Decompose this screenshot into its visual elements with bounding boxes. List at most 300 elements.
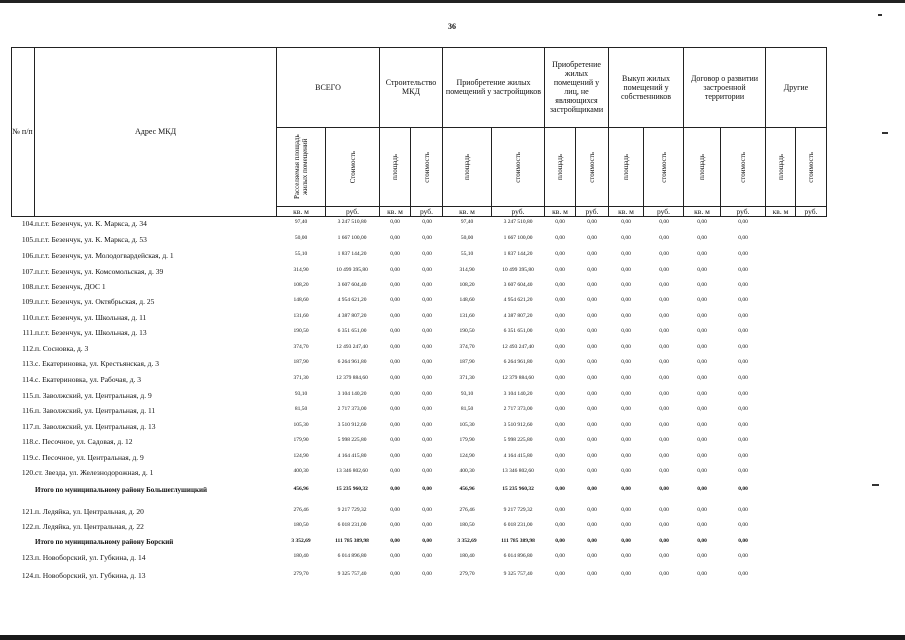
subheader-area: площадь <box>545 128 576 207</box>
row-value: 97,40 <box>294 219 308 225</box>
row-value: 0,00 <box>621 571 631 577</box>
row-value: 9 217 729,32 <box>337 507 367 513</box>
row-value: 1 837 144,20 <box>337 251 367 257</box>
row-value: 0,00 <box>390 486 400 492</box>
bottom-border <box>0 635 905 640</box>
row-value: 55,10 <box>460 251 474 257</box>
row-value: 0,00 <box>659 468 669 474</box>
row-value: 81,50 <box>294 406 308 412</box>
row-value: 180,50 <box>293 522 309 528</box>
row-value: 0,00 <box>555 571 565 577</box>
row-number: 119. <box>22 453 35 462</box>
row-value: 0,00 <box>659 328 669 334</box>
row-value: 0,00 <box>422 235 432 241</box>
row-value: 374,70 <box>293 344 309 350</box>
row-value: 0,00 <box>390 468 400 474</box>
row-value: 0,00 <box>697 453 707 459</box>
row-number: 123. <box>21 553 35 562</box>
row-value: 6 018 231,00 <box>337 522 367 528</box>
row-value: 0,00 <box>422 359 432 365</box>
row-value: 0,00 <box>555 507 565 513</box>
row-value: 0,00 <box>555 313 565 319</box>
row-value: 0,00 <box>621 328 631 334</box>
row-value: 0,00 <box>555 453 565 459</box>
row-number: 115. <box>22 391 35 400</box>
row-number: 112. <box>22 344 35 353</box>
row-value: 180,40 <box>293 553 309 559</box>
row-value: 12 493 247,40 <box>502 344 534 350</box>
row-number: 117. <box>22 422 35 431</box>
row-value: 0,00 <box>390 522 400 528</box>
subheader-area: площадь <box>380 128 411 207</box>
row-value: 0,00 <box>621 313 631 319</box>
row-value: 0,00 <box>697 538 707 544</box>
row-address: п. Новоборский, ул. Губкина, д. 13 <box>35 571 146 580</box>
row-value: 0,00 <box>422 344 432 350</box>
row-value: 13 346 802,60 <box>502 468 534 474</box>
row-value: 0,00 <box>738 571 748 577</box>
unit-cell: кв. м <box>443 207 492 217</box>
row-value: 15 235 960,32 <box>336 486 368 492</box>
unit-cell: кв. м <box>684 207 721 217</box>
row-value: 0,00 <box>621 251 631 257</box>
scan-mark <box>882 132 888 134</box>
row-value: 0,00 <box>659 391 669 397</box>
row-value: 0,00 <box>738 406 748 412</box>
row-value: 3 247 510,80 <box>503 219 533 225</box>
row-value: 400,30 <box>459 468 475 474</box>
unit-cell: руб. <box>721 207 766 217</box>
row-value: 0,00 <box>587 553 597 559</box>
row-value: 81,50 <box>460 406 474 412</box>
row-value: 0,00 <box>659 507 669 513</box>
row-address: п.г.т. Безенчук, ул. Школьная, д. 11 <box>35 313 147 322</box>
row-value: 0,00 <box>390 344 400 350</box>
row-value: 0,00 <box>738 553 748 559</box>
page-number: 36 <box>448 22 456 31</box>
row-value: 0,00 <box>697 486 707 492</box>
row-value: 4 387 807,20 <box>337 313 367 319</box>
row-value: 0,00 <box>587 359 597 365</box>
row-value: 180,40 <box>459 553 475 559</box>
row-address: п. Заволжский, ул. Центральная, д. 9 <box>35 391 152 400</box>
row-value: 0,00 <box>659 553 669 559</box>
header-number: № п/п <box>11 47 35 217</box>
row-value: 190,50 <box>293 328 309 334</box>
row-value: 15 235 960,32 <box>502 486 534 492</box>
header-group-non-developers: Приобретение жилых помещений у лиц, не являющихся застройщиками <box>545 47 609 128</box>
row-value: 0,00 <box>697 297 707 303</box>
row-value: 0,00 <box>697 282 707 288</box>
row-value: 0,00 <box>659 486 669 492</box>
row-value: 13 346 802,60 <box>336 468 368 474</box>
row-value: 374,70 <box>459 344 475 350</box>
row-value: 0,00 <box>587 344 597 350</box>
row-value: 6 264 961,80 <box>503 359 533 365</box>
row-value: 6 018 231,00 <box>503 522 533 528</box>
row-value: 0,00 <box>422 267 432 273</box>
row-value: 131,60 <box>293 313 309 319</box>
row-value: 0,00 <box>555 267 565 273</box>
row-value: 314,90 <box>293 267 309 273</box>
row-value: 0,00 <box>738 422 748 428</box>
row-value: 0,00 <box>621 391 631 397</box>
row-number: 113. <box>22 359 35 368</box>
row-value: 148,60 <box>459 297 475 303</box>
row-value: 6 014 896,80 <box>503 553 533 559</box>
row-value: 0,00 <box>621 235 631 241</box>
row-value: 111 785 389,98 <box>335 538 369 544</box>
row-value: 0,00 <box>621 468 631 474</box>
row-address: п.г.т. Безенчук, ул. Октябрьская, д. 25 <box>35 297 155 306</box>
subheader-cost: стоимость <box>576 128 609 207</box>
unit-cell: руб. <box>644 207 684 217</box>
row-value: 0,00 <box>587 219 597 225</box>
row-value: 0,00 <box>587 328 597 334</box>
row-value: 0,00 <box>697 344 707 350</box>
row-value: 4 954 621,20 <box>337 297 367 303</box>
row-value: 0,00 <box>555 553 565 559</box>
row-value: 0,00 <box>422 313 432 319</box>
subheader-area: площадь <box>684 128 721 207</box>
row-value: 0,00 <box>621 375 631 381</box>
row-value: 0,00 <box>587 522 597 528</box>
row-value: 0,00 <box>422 282 432 288</box>
row-value: 0,00 <box>390 251 400 257</box>
row-value: 0,00 <box>555 344 565 350</box>
row-value: 0,00 <box>659 437 669 443</box>
unit-cell: кв. м <box>545 207 576 217</box>
row-value: 0,00 <box>659 522 669 528</box>
row-value: 371,30 <box>293 375 309 381</box>
row-value: 190,50 <box>459 328 475 334</box>
row-value: 0,00 <box>587 267 597 273</box>
row-value: 0,00 <box>738 437 748 443</box>
row-value: 0,00 <box>738 282 748 288</box>
row-value: 0,00 <box>697 235 707 241</box>
row-value: 456,96 <box>459 486 475 492</box>
row-value: 0,00 <box>587 468 597 474</box>
row-value: 55,10 <box>294 251 308 257</box>
row-value: 124,90 <box>459 453 475 459</box>
row-value: 0,00 <box>390 359 400 365</box>
row-value: 187,90 <box>293 359 309 365</box>
row-value: 0,00 <box>697 468 707 474</box>
row-value: 0,00 <box>422 219 432 225</box>
row-address: п.г.т. Безенчук, ул. К. Маркса, д. 34 <box>35 219 147 228</box>
row-value: 0,00 <box>555 282 565 288</box>
row-value: 0,00 <box>555 328 565 334</box>
row-value: 0,00 <box>621 344 631 350</box>
row-value: 0,00 <box>738 538 748 544</box>
row-value: 12 379 884,60 <box>336 375 368 381</box>
row-value: 131,60 <box>459 313 475 319</box>
row-value: 0,00 <box>738 297 748 303</box>
row-value: 0,00 <box>422 391 432 397</box>
row-value: 279,70 <box>293 571 309 577</box>
row-value: 400,30 <box>293 468 309 474</box>
row-value: 276,46 <box>459 507 475 513</box>
row-number: 116. <box>22 406 35 415</box>
row-address: п.г.т. Безенчук, ул. Комсомольская, д. 39 <box>35 267 164 276</box>
row-address: п. Ледяйка, ул. Центральная, д. 20 <box>35 507 144 516</box>
row-value: 0,00 <box>555 235 565 241</box>
row-value: 0,00 <box>621 453 631 459</box>
header-address: Адрес МКД <box>35 47 277 217</box>
row-value: 314,90 <box>459 267 475 273</box>
row-value: 3 510 912,60 <box>337 422 367 428</box>
row-number: 120. <box>21 468 35 477</box>
row-value: 0,00 <box>390 282 400 288</box>
unit-cell: руб. <box>576 207 609 217</box>
scan-mark <box>878 14 882 16</box>
row-value: 0,00 <box>422 422 432 428</box>
row-value: 50,00 <box>294 235 308 241</box>
header-group-developers: Приобретение жилых помещений у застройщиков <box>443 47 545 128</box>
row-value: 93,10 <box>460 391 474 397</box>
unit-cell: кв. м <box>766 207 796 217</box>
row-value: 276,46 <box>293 507 309 513</box>
row-value: 0,00 <box>659 406 669 412</box>
row-value: 371,30 <box>459 375 475 381</box>
row-value: 0,00 <box>738 453 748 459</box>
row-value: 3 104 140,20 <box>503 391 533 397</box>
row-value: 0,00 <box>390 219 400 225</box>
row-address: п. Заволжский, ул. Центральная, д. 11 <box>35 406 156 415</box>
row-value: 0,00 <box>659 313 669 319</box>
row-value: 0,00 <box>422 507 432 513</box>
subheader-area: площадь <box>443 128 492 207</box>
row-value: 0,00 <box>738 486 748 492</box>
unit-cell: кв. м <box>609 207 644 217</box>
row-value: 0,00 <box>587 313 597 319</box>
row-value: 108,20 <box>293 282 309 288</box>
row-value: 179,90 <box>293 437 309 443</box>
row-value: 0,00 <box>697 437 707 443</box>
row-value: 0,00 <box>587 422 597 428</box>
header-group-development: Договор о развитии застроенной территории <box>684 47 766 128</box>
subheader-cost: стоимость <box>492 128 545 207</box>
row-value: 0,00 <box>697 328 707 334</box>
row-number: 122. <box>21 522 35 531</box>
row-value: 2 717 373,00 <box>337 406 367 412</box>
row-value: 0,00 <box>738 251 748 257</box>
row-value: 0,00 <box>659 267 669 273</box>
subheader-cost: стоимость <box>411 128 443 207</box>
row-address: п.г.т. Безенчук, ДОС 1 <box>35 282 106 291</box>
row-address: п.г.т. Безенчук, ул. Школьная, д. 13 <box>35 328 147 337</box>
row-value: 9 325 757,40 <box>503 571 533 577</box>
unit-cell: руб. <box>796 207 827 217</box>
row-value: 180,50 <box>459 522 475 528</box>
row-number: 107. <box>21 267 35 276</box>
row-value: 148,60 <box>293 297 309 303</box>
row-value: 0,00 <box>621 507 631 513</box>
row-value: 0,00 <box>659 282 669 288</box>
row-value: 0,00 <box>738 235 748 241</box>
row-address: п. Заволжский, ул. Центральная, д. 13 <box>35 422 156 431</box>
row-value: 0,00 <box>587 391 597 397</box>
unit-cell: руб. <box>411 207 443 217</box>
row-value: 0,00 <box>697 406 707 412</box>
row-value: 3 247 510,80 <box>337 219 367 225</box>
row-value: 0,00 <box>390 538 400 544</box>
row-value: 0,00 <box>422 406 432 412</box>
header-group-buyout: Выкуп жилых помещений у собственников <box>609 47 684 128</box>
row-value: 0,00 <box>659 344 669 350</box>
row-value: 0,00 <box>659 375 669 381</box>
row-value: 0,00 <box>587 507 597 513</box>
row-value: 0,00 <box>659 359 669 365</box>
row-value: 105,30 <box>293 422 309 428</box>
row-number: 108. <box>21 282 35 291</box>
row-value: 0,00 <box>390 313 400 319</box>
row-value: 2 717 373,00 <box>503 406 533 412</box>
row-value: 0,00 <box>738 359 748 365</box>
row-value: 0,00 <box>390 422 400 428</box>
row-value: 124,90 <box>293 453 309 459</box>
row-value: 6 014 896,80 <box>337 553 367 559</box>
row-value: 0,00 <box>659 571 669 577</box>
row-value: 0,00 <box>390 571 400 577</box>
row-value: 0,00 <box>587 235 597 241</box>
row-value: 0,00 <box>697 313 707 319</box>
row-value: 0,00 <box>390 328 400 334</box>
row-value: 456,96 <box>293 486 309 492</box>
row-value: 0,00 <box>738 344 748 350</box>
row-value: 0,00 <box>738 391 748 397</box>
row-value: 0,00 <box>587 406 597 412</box>
row-value: 0,00 <box>555 406 565 412</box>
row-value: 0,00 <box>422 375 432 381</box>
row-value: 0,00 <box>422 453 432 459</box>
row-value: 0,00 <box>587 297 597 303</box>
row-value: 0,00 <box>390 391 400 397</box>
row-value: 0,00 <box>697 359 707 365</box>
row-value: 0,00 <box>390 437 400 443</box>
row-address: ст. Звезда, ул. Железнодорожная, д. 1 <box>35 468 154 477</box>
row-value: 0,00 <box>587 375 597 381</box>
row-value: 12 493 247,40 <box>336 344 368 350</box>
row-value: 0,00 <box>422 328 432 334</box>
row-value: 0,00 <box>621 267 631 273</box>
row-value: 187,90 <box>459 359 475 365</box>
row-value: 0,00 <box>697 251 707 257</box>
row-address: п. Сосновка, д. 3 <box>35 344 89 353</box>
row-value: 0,00 <box>659 453 669 459</box>
row-value: 0,00 <box>555 437 565 443</box>
row-number: 106. <box>21 251 35 260</box>
row-value: 0,00 <box>621 359 631 365</box>
row-value: 0,00 <box>422 571 432 577</box>
row-value: 3 104 140,20 <box>337 391 367 397</box>
row-value: 0,00 <box>390 297 400 303</box>
row-value: 0,00 <box>587 486 597 492</box>
row-value: 0,00 <box>390 553 400 559</box>
row-value: 0,00 <box>659 422 669 428</box>
row-value: 0,00 <box>738 522 748 528</box>
row-number: 114. <box>22 375 35 384</box>
row-value: 3 352,69 <box>291 538 311 544</box>
row-value: 105,30 <box>459 422 475 428</box>
row-value: 0,00 <box>738 375 748 381</box>
row-value: 10 499 395,80 <box>336 267 368 273</box>
row-value: 0,00 <box>555 391 565 397</box>
header-group-other: Другие <box>766 47 827 128</box>
row-value: 3 607 604,40 <box>503 282 533 288</box>
row-address: с. Песочное, ул. Центральная, д. 9 <box>35 453 144 462</box>
row-value: 0,00 <box>659 219 669 225</box>
row-value: 0,00 <box>555 375 565 381</box>
row-value: 1 667 100,00 <box>337 235 367 241</box>
row-value: 1 667 100,00 <box>503 235 533 241</box>
row-value: 0,00 <box>422 468 432 474</box>
row-value: 0,00 <box>587 251 597 257</box>
row-value: 6 264 961,80 <box>337 359 367 365</box>
row-value: 0,00 <box>422 522 432 528</box>
row-value: 0,00 <box>621 282 631 288</box>
row-value: 0,00 <box>738 468 748 474</box>
row-value: 1 837 144,20 <box>503 251 533 257</box>
subheader-area: площадь <box>609 128 644 207</box>
row-value: 6 351 651,00 <box>337 328 367 334</box>
row-value: 179,90 <box>459 437 475 443</box>
row-value: 0,00 <box>555 522 565 528</box>
row-address: Итого по муниципальному району Борский <box>35 538 174 546</box>
row-value: 0,00 <box>697 219 707 225</box>
row-value: 3 510 912,60 <box>503 422 533 428</box>
row-value: 0,00 <box>738 507 748 513</box>
row-value: 0,00 <box>587 538 597 544</box>
row-value: 4 954 621,20 <box>503 297 533 303</box>
row-value: 0,00 <box>555 486 565 492</box>
row-value: 0,00 <box>587 453 597 459</box>
row-value: 0,00 <box>621 486 631 492</box>
row-value: 0,00 <box>621 522 631 528</box>
row-value: 5 998 225,80 <box>337 437 367 443</box>
row-value: 0,00 <box>697 375 707 381</box>
row-number: 121. <box>21 507 35 516</box>
row-value: 111 785 389,98 <box>501 538 535 544</box>
row-value: 4 164 415,80 <box>337 453 367 459</box>
row-address: п.г.т. Безенчук, ул. Молодогвардейская, д. 1 <box>35 251 174 260</box>
row-value: 9 217 729,32 <box>503 507 533 513</box>
row-address: п. Новоборский, ул. Губкина, д. 14 <box>35 553 146 562</box>
row-number: 104. <box>21 219 35 228</box>
row-value: 0,00 <box>697 267 707 273</box>
subheader-area: Расселяемая площадь жилых помещений <box>277 128 326 207</box>
row-value: 0,00 <box>697 391 707 397</box>
row-value: 0,00 <box>738 313 748 319</box>
row-value: 0,00 <box>697 571 707 577</box>
row-value: 0,00 <box>697 522 707 528</box>
row-address: п.г.т. Безенчук, ул. К. Маркса, д. 53 <box>35 235 147 244</box>
row-value: 0,00 <box>587 571 597 577</box>
row-value: 0,00 <box>697 507 707 513</box>
row-address: с. Екатериновка, ул. Крестьянская, д. 3 <box>35 359 159 368</box>
header-group-total: ВСЕГО <box>277 47 380 128</box>
row-value: 97,40 <box>460 219 474 225</box>
row-value: 0,00 <box>555 359 565 365</box>
row-value: 0,00 <box>621 437 631 443</box>
row-value: 0,00 <box>390 406 400 412</box>
row-value: 5 998 225,80 <box>503 437 533 443</box>
row-value: 0,00 <box>587 437 597 443</box>
unit-cell: кв. м <box>277 207 326 217</box>
subheader-cost: стоимость <box>721 128 766 207</box>
row-value: 0,00 <box>390 267 400 273</box>
row-number: 118. <box>22 437 35 446</box>
